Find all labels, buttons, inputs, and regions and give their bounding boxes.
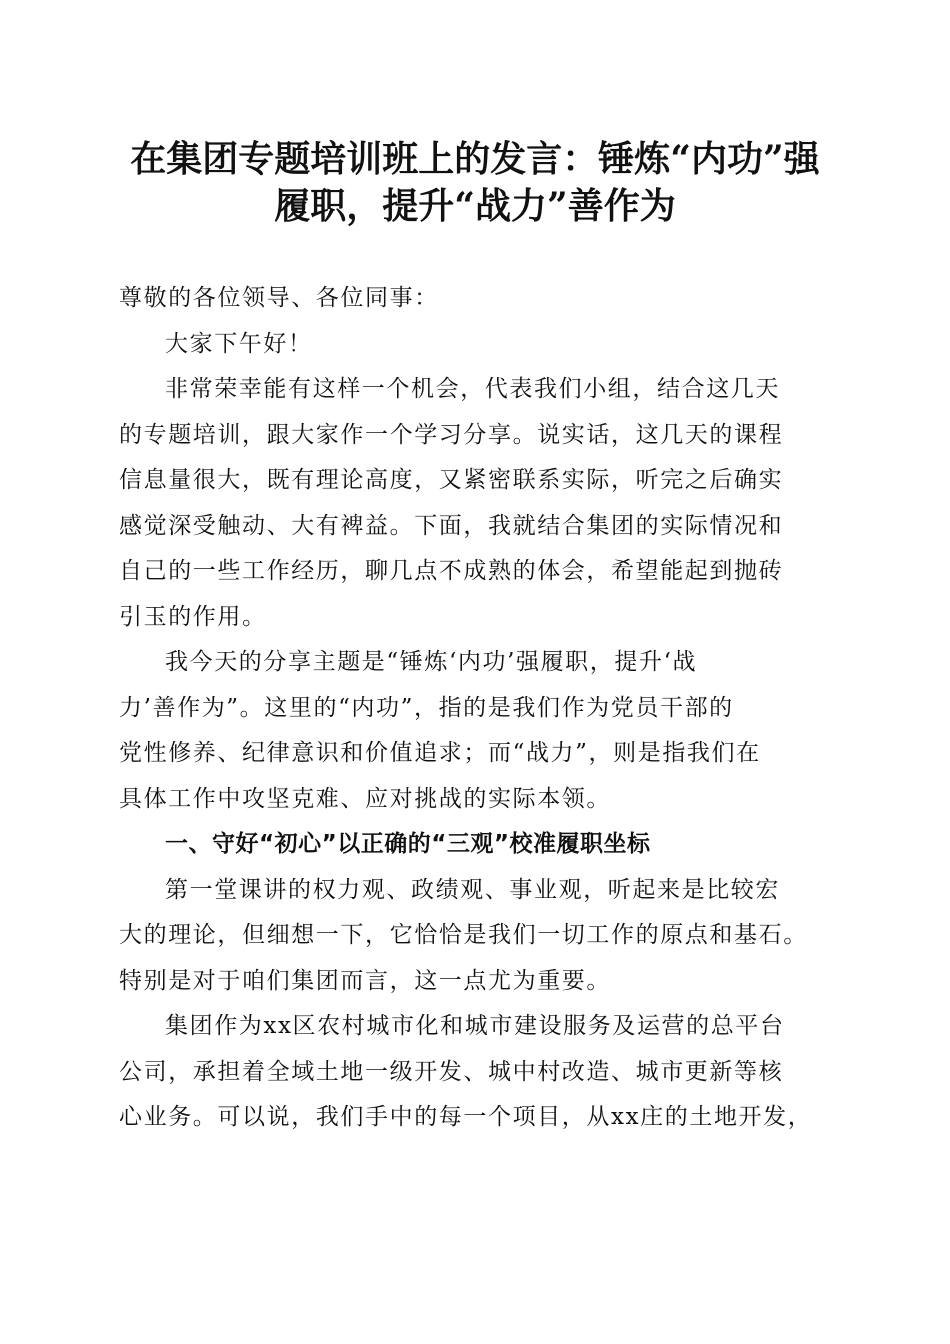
greeting xyxy=(119,322,831,368)
paragraph-line: 力’善作为”。这里的“内功”，指的是我们作为党员干部的 xyxy=(119,694,734,721)
paragraph-section1-b xyxy=(119,1004,831,1141)
paragraph-line: 引玉的作用。 xyxy=(119,603,267,630)
greeting-text: 大家下午好！ xyxy=(165,330,313,357)
paragraph-line: 非常荣幸能有这样一个机会，代表我们小组，结合这几天 xyxy=(165,376,780,402)
paragraph-line: 公司，承担着全域土地一级开发、城中村改造、城市更新等核 xyxy=(119,1058,784,1085)
paragraph-line: 具体工作中攻坚克难、应对挑战的实际本领。 xyxy=(119,785,611,812)
section-heading-text: 一、守好“初心”以正确的“三观”校准履职坐标 xyxy=(165,831,651,857)
paragraph-section1-a xyxy=(119,868,831,1005)
paragraph-line: 特别是对于咱们集团而言，这一点尤为重要。 xyxy=(119,967,611,994)
paragraph-theme xyxy=(119,640,831,822)
paragraph-line: 党性修养、纪律意识和价值追求；而“战力”，则是指我们在 xyxy=(119,740,761,766)
paragraph-line: 大的理论，但细想一下，它恰恰是我们一切工作的原点和基石。 xyxy=(119,922,808,948)
paragraph-line: 心业务。可以说，我们手中的每一个项目，从xx庄的土地开发， xyxy=(119,1104,813,1130)
paragraph-line: 自己的一些工作经历，聊几点不成熟的体会，希望能起到抛砖 xyxy=(119,558,784,584)
title-line-1: 在集团专题培训班上的发言：锤炼“内功”强 xyxy=(130,138,820,180)
paragraph-intro xyxy=(119,367,831,640)
paragraph-line: 第一堂课讲的权力观、政绩观、事业观，听起来是比较宏 xyxy=(165,876,780,903)
paragraph-line: 集团作为xx区农村城市化和城市建设服务及运营的总平台 xyxy=(165,1013,785,1039)
paragraph-line: 我今天的分享主题是“锤炼‘内功’强履职，提升‘战 xyxy=(165,649,698,675)
title-line-2: 履职，提升“战力”善作为 xyxy=(274,185,676,227)
document-title xyxy=(100,136,850,230)
paragraph-line: 的专题培训，跟大家作一个学习分享。说实话，这几天的课程 xyxy=(119,421,784,448)
document-body xyxy=(119,276,831,1141)
salutation-text: 尊敬的各位领导、各位同事： xyxy=(119,285,439,311)
paragraph-line: 信息量很大，既有理论高度，又紧密联系实际，听完之后确实 xyxy=(119,467,784,493)
section-heading-1 xyxy=(119,822,831,868)
paragraph-line: 感觉深受触动、大有裨益。下面，我就结合集团的实际情况和 xyxy=(119,512,784,539)
salutation xyxy=(119,276,831,322)
